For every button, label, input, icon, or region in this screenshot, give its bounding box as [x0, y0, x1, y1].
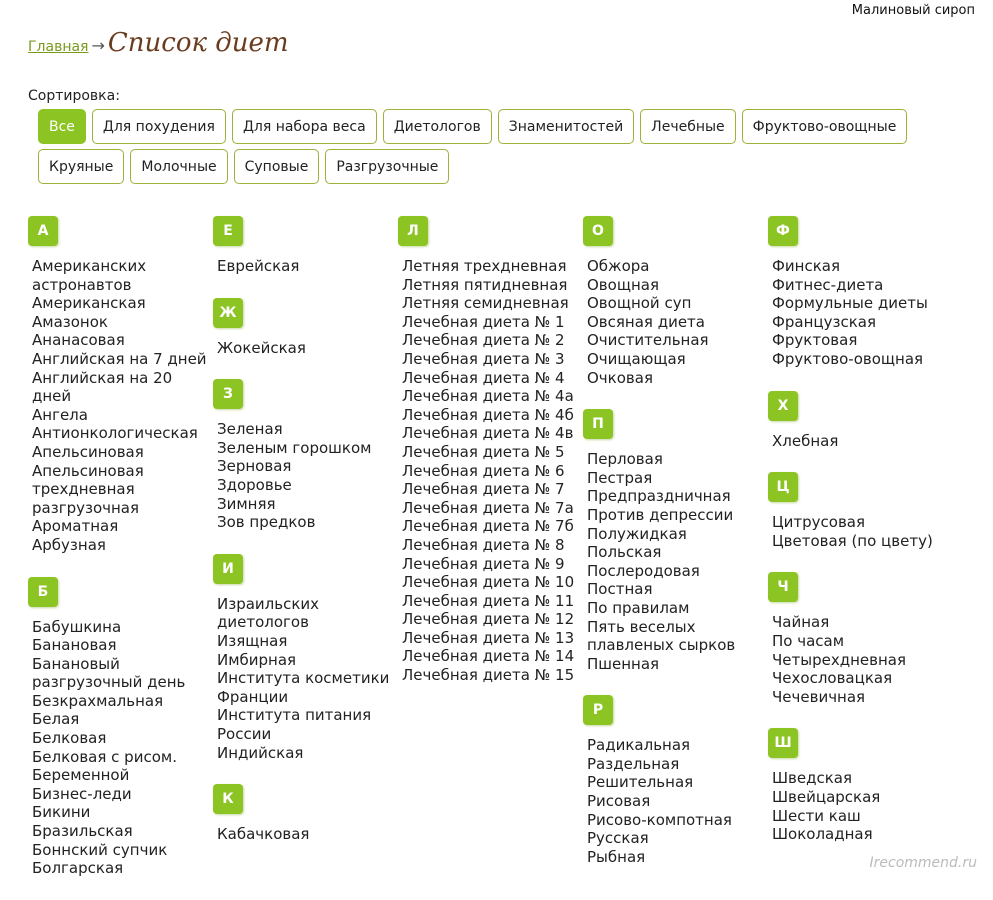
diet-link[interactable]: Зимняя	[217, 494, 276, 513]
diet-list	[213, 420, 393, 532]
letter-badge[interactable]: П	[583, 409, 613, 439]
diet-link[interactable]: Арбузная	[32, 535, 106, 554]
diet-link[interactable]: Обжора	[587, 257, 650, 275]
diet-link[interactable]: Антионкологическая	[32, 424, 198, 443]
diet-list	[583, 450, 763, 673]
diet-link[interactable]: Белковая с рисом.	[32, 747, 177, 766]
diet-list	[28, 257, 208, 555]
diet-link[interactable]: Ананасовая	[32, 331, 125, 350]
breadcrumb-home-link[interactable]: Главная	[28, 39, 89, 55]
diet-link[interactable]: Ароматная	[32, 517, 119, 536]
letter-group	[768, 391, 968, 451]
diet-link[interactable]: Постная	[587, 580, 653, 599]
letter-group	[583, 409, 763, 673]
diet-link[interactable]: Шведская	[772, 769, 853, 788]
diet-link[interactable]: Чечевичная	[772, 687, 866, 706]
diet-link[interactable]: Полужидкая	[587, 524, 687, 543]
diet-link[interactable]: Лечебная диета № 6	[402, 461, 565, 480]
letter-badge[interactable]: З	[213, 379, 243, 409]
diet-link[interactable]: Израильских диетологов	[217, 594, 320, 632]
diet-link[interactable]: Рисовая	[587, 792, 651, 811]
diet-link[interactable]: Овощная	[587, 275, 659, 294]
diet-link[interactable]: Лечебная диета № 5	[402, 442, 565, 461]
diet-link[interactable]: Фруктово-овощная	[772, 349, 924, 368]
filter-all-button[interactable]: Все	[38, 109, 86, 144]
diet-link[interactable]: Института питания России	[217, 706, 372, 743]
diet-link[interactable]: Очистительная	[587, 331, 709, 350]
diet-link[interactable]: Очищающая	[587, 349, 686, 368]
diet-link[interactable]: Формульные диеты	[772, 294, 928, 313]
diet-link[interactable]: Изящная	[217, 631, 288, 650]
diet-column-3	[398, 216, 578, 707]
filter-soup-button[interactable]: Суповые	[234, 149, 320, 184]
diet-link[interactable]: Чехословацкая	[772, 669, 893, 688]
diet-link[interactable]: Боннский супчик	[32, 840, 168, 859]
letter-group	[213, 298, 393, 358]
diet-link[interactable]: Банановый разгрузочный день	[32, 654, 186, 692]
watermark: Irecommend.ru	[869, 855, 977, 871]
letter-group	[583, 695, 763, 866]
diet-list	[583, 736, 763, 866]
diet-link[interactable]: Института косметики Франции	[217, 669, 390, 706]
diet-list	[768, 613, 968, 706]
diet-link[interactable]: Рыбная	[587, 847, 646, 866]
diet-link[interactable]: Имбирная	[217, 650, 297, 669]
diet-link[interactable]: Апельсиновая	[32, 442, 144, 461]
letter-group	[213, 784, 393, 844]
diet-link[interactable]: Лечебная диета № 7б	[402, 517, 574, 536]
letter-badge[interactable]: И	[213, 554, 243, 584]
diet-link[interactable]: Американская	[32, 294, 146, 313]
diet-link[interactable]: Овсяная диета	[587, 312, 705, 331]
diet-link[interactable]: Зов предков	[217, 513, 316, 532]
diet-list	[398, 257, 578, 685]
diet-list	[583, 257, 763, 387]
diet-link[interactable]: Английская на 7 дней	[32, 349, 207, 368]
diet-list	[213, 339, 393, 358]
diet-link[interactable]: Лечебная диета № 1	[402, 312, 565, 331]
diet-link[interactable]: Фруктовая	[772, 331, 858, 350]
diet-link[interactable]: Лечебная диета № 13	[402, 628, 575, 647]
letter-group	[28, 577, 208, 878]
diet-list	[768, 257, 968, 369]
letter-badge[interactable]: Ц	[768, 472, 798, 502]
filter-weight-loss-button[interactable]: Для похудения	[92, 109, 226, 144]
diet-link[interactable]: Зеленая	[217, 420, 283, 439]
diet-link[interactable]: Лечебная диета № 4а	[402, 387, 574, 406]
diet-link[interactable]: Чайная	[772, 613, 830, 632]
letter-group	[28, 216, 208, 555]
letter-badge[interactable]: Б	[28, 577, 58, 607]
diet-link[interactable]: Русская	[587, 829, 649, 848]
filter-unloading-button[interactable]: Разгрузочные	[325, 149, 449, 184]
diet-link[interactable]: Ангела	[32, 405, 88, 424]
letter-badge[interactable]: Л	[398, 216, 428, 246]
letter-group	[398, 216, 578, 685]
diet-link[interactable]: Английская на 20 дней	[32, 368, 173, 406]
diet-link[interactable]: Лечебная диета № 15	[402, 666, 575, 685]
diet-list	[213, 257, 393, 276]
diet-link[interactable]: Летняя трехдневная	[402, 257, 567, 275]
filter-grain-button[interactable]: Круяные	[38, 149, 124, 184]
letter-group	[768, 572, 968, 706]
diet-link[interactable]: Пшенная	[587, 654, 660, 673]
letter-group	[583, 216, 763, 387]
diet-link[interactable]: Болгарская	[32, 859, 124, 878]
letter-badge[interactable]: Ф	[768, 216, 798, 246]
diet-link[interactable]: Лечебная диета № 8	[402, 535, 565, 554]
diet-link[interactable]: Очковая	[587, 368, 653, 387]
diet-link[interactable]: Бразильская	[32, 822, 133, 841]
diet-link[interactable]: Безкрахмальная	[32, 691, 164, 710]
diet-link[interactable]: Послеродовая	[587, 561, 700, 580]
diet-link[interactable]: Еврейская	[217, 257, 300, 275]
page-title: Список диет	[107, 28, 289, 58]
diet-link[interactable]: Цитрусовая	[772, 513, 866, 532]
diet-list	[768, 769, 968, 843]
letter-group	[768, 728, 968, 843]
diet-link[interactable]: Бабушкина	[32, 617, 122, 636]
diet-link[interactable]: Лечебная диета № 4б	[402, 405, 574, 424]
filter-fruit-veg-button[interactable]: Фруктово-овощные	[742, 109, 908, 144]
sort-label: Сортировка:	[28, 88, 120, 104]
diet-column-5	[768, 216, 968, 866]
diet-link[interactable]: Апельсиновая трехдневная разгрузочная	[32, 461, 144, 517]
diet-link[interactable]: Хлебная	[772, 431, 839, 450]
diet-link[interactable]: Американских астронавтов	[32, 257, 147, 294]
letter-badge[interactable]: А	[28, 216, 58, 246]
diet-list	[768, 513, 968, 550]
letter-group	[768, 472, 968, 550]
diet-link[interactable]: По правилам	[587, 598, 690, 617]
diet-link[interactable]: Кабачковая	[217, 825, 310, 844]
breadcrumb	[28, 28, 289, 58]
diet-column-2	[213, 216, 393, 866]
diet-link[interactable]: Лечебная диета № 12	[402, 610, 575, 629]
diet-list	[28, 618, 208, 878]
diet-link[interactable]: Лечебная диета № 9	[402, 554, 565, 573]
diet-link[interactable]: Белковая	[32, 729, 107, 748]
diet-link[interactable]: Радикальная	[587, 736, 691, 755]
letter-badge[interactable]: К	[213, 784, 243, 814]
diet-link[interactable]: По часам	[772, 631, 845, 650]
site-name: Малиновый сироп	[851, 3, 975, 18]
diet-link[interactable]: Здоровье	[217, 475, 292, 494]
diet-link[interactable]: Летняя семидневная	[402, 294, 569, 313]
diet-link[interactable]: Финская	[772, 257, 840, 275]
diet-link[interactable]: Четырехдневная	[772, 650, 906, 669]
diet-link[interactable]: Беременной	[32, 766, 130, 785]
diet-link[interactable]: Лечебная диета № 7	[402, 480, 565, 499]
breadcrumb-arrow: →	[91, 36, 105, 55]
diet-link[interactable]: Индийская	[217, 743, 304, 762]
diet-list	[768, 432, 968, 451]
diet-link[interactable]: Раздельная	[587, 754, 680, 773]
diet-link[interactable]: Жокейская	[217, 338, 306, 357]
diet-link[interactable]: Шоколадная	[772, 825, 873, 844]
diet-link[interactable]: Зерновая	[217, 457, 292, 476]
letter-badge[interactable]: Ж	[213, 298, 243, 328]
diet-link[interactable]: Польская	[587, 543, 662, 562]
letter-badge[interactable]: Р	[583, 695, 613, 725]
diet-link[interactable]: Лечебная диета № 4в	[402, 424, 574, 443]
diet-link[interactable]: Лечебная диета № 11	[402, 591, 575, 610]
diet-link[interactable]: Решительная	[587, 773, 694, 792]
diet-link[interactable]: Пестрая	[587, 468, 653, 487]
diet-link[interactable]: Фитнес-диета	[772, 275, 884, 294]
diet-list	[213, 825, 393, 844]
diet-list	[213, 595, 393, 762]
letter-group	[768, 216, 968, 369]
diet-link[interactable]: Пять веселых плавленых сырков	[587, 617, 736, 655]
letter-badge[interactable]: О	[583, 216, 613, 246]
diet-link[interactable]: Лечебная диета № 14	[402, 647, 575, 666]
diet-link[interactable]: Шести каш	[772, 806, 861, 825]
diet-link[interactable]: Против депрессии	[587, 505, 734, 524]
letter-badge[interactable]: Ш	[768, 728, 798, 758]
diet-link[interactable]: Предпраздничная	[587, 487, 731, 506]
diet-link[interactable]: Рисово-компотная	[587, 810, 732, 829]
diet-column-4	[583, 216, 763, 888]
sort-filter-bar	[38, 109, 983, 189]
diet-link[interactable]: Лечебная диета № 3	[402, 349, 565, 368]
filter-medical-button[interactable]: Лечебные	[640, 109, 735, 144]
diet-link[interactable]: Овощной суп	[587, 294, 692, 313]
diet-link[interactable]: Лечебная диета № 7а	[402, 498, 574, 517]
diet-link[interactable]: Французская	[772, 312, 877, 331]
diet-link[interactable]: Амазонок	[32, 312, 108, 331]
letter-badge[interactable]: Ч	[768, 572, 798, 602]
letter-group	[213, 216, 393, 276]
letter-badge[interactable]: Е	[213, 216, 243, 246]
filter-dietologists-button[interactable]: Диетологов	[383, 109, 492, 144]
diet-link[interactable]: Зеленым горошком	[217, 438, 372, 457]
diet-link[interactable]: Цветовая (по цвету)	[772, 531, 933, 550]
filter-dairy-button[interactable]: Молочные	[130, 149, 227, 184]
diet-link[interactable]: Бикини	[32, 803, 91, 822]
filter-weight-gain-button[interactable]: Для набора веса	[232, 109, 377, 144]
letter-badge[interactable]: Х	[768, 391, 798, 421]
diet-link[interactable]: Лечебная диета № 2	[402, 331, 565, 350]
letter-group	[213, 554, 393, 762]
filter-celebrities-button[interactable]: Знаменитостей	[498, 109, 634, 144]
letter-group	[213, 379, 393, 532]
diet-link[interactable]: Перловая	[587, 450, 663, 469]
diet-link[interactable]: Летняя пятидневная	[402, 275, 568, 294]
diet-link[interactable]: Банановая	[32, 636, 117, 655]
diet-column-1	[28, 216, 208, 900]
diet-link[interactable]: Бизнес-леди	[32, 784, 132, 803]
diet-link[interactable]: Лечебная диета № 10	[402, 573, 575, 592]
diet-link[interactable]: Белая	[32, 710, 80, 729]
diet-link[interactable]: Швейцарская	[772, 787, 881, 806]
diet-link[interactable]: Лечебная диета № 4	[402, 368, 565, 387]
